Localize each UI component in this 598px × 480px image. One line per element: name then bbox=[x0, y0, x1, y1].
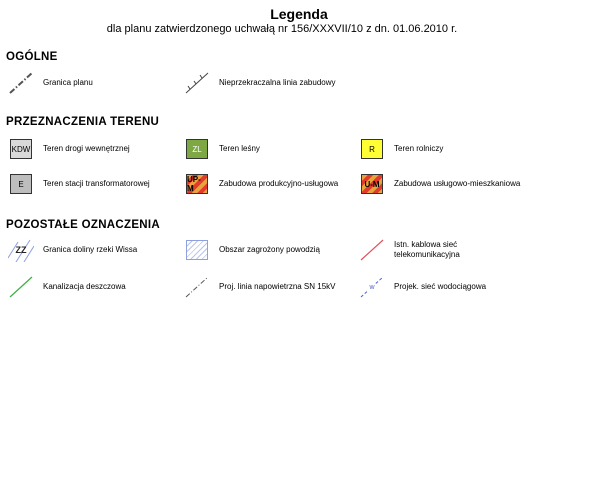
legend-label: Teren drogi wewnętrznej bbox=[43, 144, 130, 153]
legend-label: Kanalizacja deszczowa bbox=[43, 282, 126, 291]
legend-label: Teren rolniczy bbox=[394, 144, 444, 153]
legend-label: Zabudowa produkcyjno-usługowa bbox=[219, 179, 339, 188]
r-swatch: R bbox=[361, 139, 383, 159]
legend-item-telecom bbox=[359, 238, 514, 262]
green-line-icon bbox=[8, 275, 34, 299]
legend-title: Legenda bbox=[270, 6, 328, 22]
legend-item-building-line bbox=[184, 71, 336, 95]
legend-label: Nieprzekraczalna linia zabudowy bbox=[219, 78, 336, 87]
legend-label: Proj. linia napowietrzna SN 15kV bbox=[219, 282, 336, 291]
legend-item-valley-boundary bbox=[8, 238, 137, 262]
legend-item-plan-boundary bbox=[8, 71, 93, 95]
dash-dot-line-icon bbox=[184, 275, 210, 299]
kdw-swatch: KDW bbox=[10, 139, 32, 159]
blue-dashed-line-icon bbox=[359, 275, 385, 299]
building-line-icon bbox=[184, 71, 210, 95]
section-heading-przeznaczenia: PRZEZNACZENIA TERENU bbox=[6, 116, 160, 128]
legend-item-storm-sewer bbox=[8, 275, 126, 299]
valley-code: ZZ bbox=[15, 245, 27, 255]
water-code: w bbox=[369, 283, 375, 291]
up-m-swatch: UP-M bbox=[186, 174, 208, 194]
section-heading-ogolne: OGÓLNE bbox=[6, 51, 58, 63]
legend-item-flood-area bbox=[184, 238, 320, 262]
dash-dot-line-icon bbox=[8, 71, 34, 95]
legend-subtitle: dla planu zatwierdzonego uchwałą nr 156/XXXVII/10 z dn. 01.06.2010 r. bbox=[106, 23, 458, 35]
legend-label: Istn. kablowa sieć telekomunikacyjna bbox=[394, 240, 460, 259]
legend-label: Teren leśny bbox=[219, 144, 260, 153]
legend-item-u-m bbox=[359, 172, 520, 196]
legend-item-zl bbox=[184, 137, 260, 161]
legend-item-r bbox=[359, 137, 443, 161]
flood-hatch-icon bbox=[186, 240, 208, 260]
red-line-icon bbox=[359, 238, 385, 262]
e-swatch: E bbox=[10, 174, 32, 194]
legend-item-kdw bbox=[8, 137, 130, 161]
legend-label: Zabudowa usługowo-mieszkaniowa bbox=[394, 179, 521, 188]
legend-label: Granica doliny rzeki Wissa bbox=[43, 245, 138, 254]
u-m-swatch: U-M bbox=[361, 174, 383, 194]
legend-item-power-line bbox=[184, 275, 336, 299]
section-heading-pozostale: POZOSTAŁE OZNACZENIA bbox=[6, 219, 161, 231]
valley-boundary-icon bbox=[8, 238, 34, 262]
legend-item-e bbox=[8, 172, 150, 196]
legend-item-water-network bbox=[359, 275, 486, 299]
legend-label: Granica planu bbox=[43, 78, 93, 87]
legend-label: Teren stacji transformatorowej bbox=[43, 179, 150, 188]
zl-swatch: ZL bbox=[186, 139, 208, 159]
legend-label: Projek. sieć wodociągowa bbox=[394, 282, 487, 291]
legend-item-up-m bbox=[184, 172, 338, 196]
legend-label: Obszar zagrożony powodzią bbox=[219, 245, 320, 254]
